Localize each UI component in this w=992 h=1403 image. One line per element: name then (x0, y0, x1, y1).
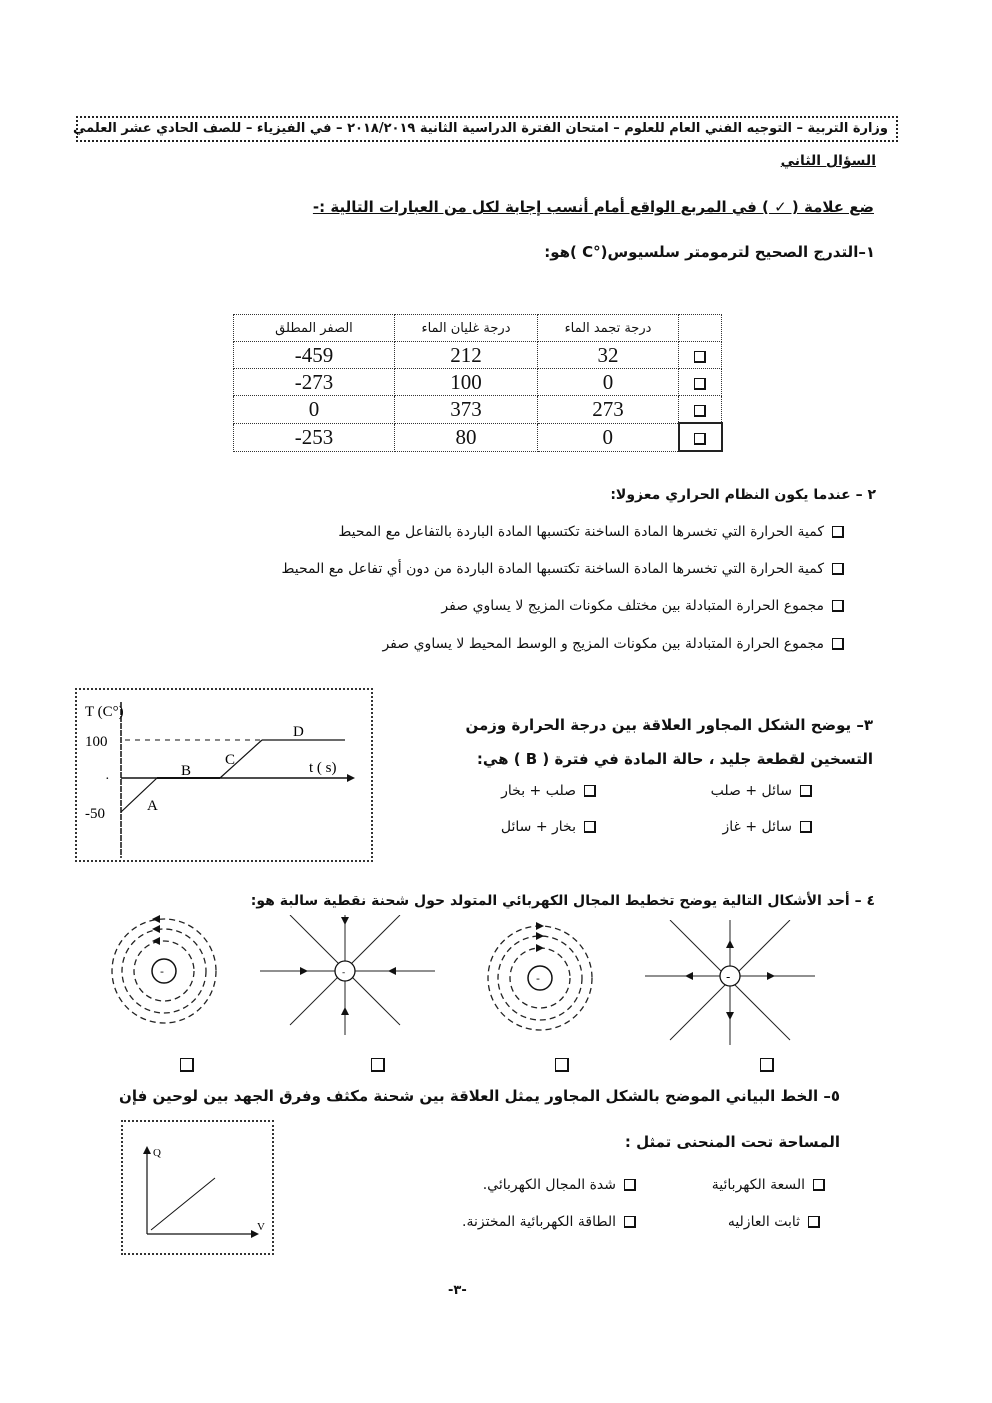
q4-checkbox-2[interactable] (371, 1058, 385, 1072)
q3-option-4[interactable]: بخار + سائل (440, 819, 596, 835)
q2-option-4[interactable]: مجموع الحرارة المتبادلة بين مكونات المزيج و الوسط المحيط لا يساوي صفر (150, 636, 844, 652)
answer-checkbox[interactable] (694, 405, 706, 417)
answer-checkbox[interactable] (584, 821, 596, 833)
q2-option-2[interactable]: كمية الحرارة التي تخسرها المادة الساخنة تكتسبها المادة الباردة من دون أي تفاعل مع المحيط (150, 561, 844, 577)
instructions: ضع علامة ( ✓ ) في المربع الواقع أمام أنسب إجابة لكل من العبارات التالية :- (312, 198, 874, 216)
page-number: -٣- (448, 1283, 467, 1298)
header-checkbox-col (679, 315, 722, 342)
field-figure-concentric-cw (480, 910, 610, 1040)
segment-a-label: A (147, 798, 158, 814)
q2-option-1[interactable]: كمية الحرارة التي تخسرها المادة الساخنة تكتسبها المادة الباردة بالتفاعل مع المحيط (150, 524, 844, 540)
answer-checkbox[interactable] (584, 785, 596, 797)
answer-checkbox[interactable] (624, 1216, 636, 1228)
answer-checkbox[interactable] (624, 1179, 636, 1191)
q5-option-3[interactable]: ثابت العازليه (660, 1214, 820, 1230)
abs-zero-cell: -273 (234, 369, 395, 396)
q3-option-3[interactable]: سائل + غاز (640, 819, 812, 835)
svg-text:-50: -50 (85, 806, 105, 822)
boil-cell: 100 (395, 369, 538, 396)
freeze-cell: 0 (538, 423, 679, 451)
x-axis-label: V (257, 1221, 265, 1233)
freeze-cell: 0 (538, 369, 679, 396)
q5-option-1[interactable]: السعة الكهربائية (660, 1177, 825, 1193)
q5-prompt-line1: ٥– الخط البياني الموضح بالشكل المجاور يمثل العلاقة بين شحنة مكثف وفرق الجهد بين لوحين فإن (119, 1087, 840, 1105)
q1-options-table (233, 314, 723, 452)
x-axis-label: t ( s) (309, 760, 337, 776)
q4-prompt: ٤ – أحد الأشكال التالية يوضح تخطيط المجال الكهربائي المتولد حول شحنة نقطية سالبة هو: (250, 893, 875, 909)
q4-checkbox-1[interactable] (180, 1058, 194, 1072)
svg-text:100: 100 (85, 734, 108, 750)
y-axis-label: T (C°) (85, 704, 124, 720)
q5-option-4[interactable]: الطاقة الكهربائية المختزنة. (390, 1214, 636, 1230)
boil-cell: 373 (395, 396, 538, 424)
q5-charge-voltage-graph (121, 1120, 274, 1255)
table-row (234, 369, 722, 396)
q3-option-2[interactable]: صلب + بخار (440, 783, 596, 799)
answer-checkbox[interactable] (800, 785, 812, 797)
answer-checkbox[interactable] (800, 821, 812, 833)
svg-text:-: - (536, 972, 540, 985)
q3-temperature-time-graph (75, 688, 373, 862)
field-figure-concentric-ccw (100, 915, 220, 1035)
answer-checkbox[interactable] (694, 433, 706, 445)
answer-checkbox[interactable] (694, 351, 706, 363)
segment-c-label: C (225, 752, 236, 768)
answer-checkbox[interactable] (813, 1179, 825, 1191)
q2-option-3[interactable]: مجموع الحرارة المتبادلة بين مختلف مكونات المزيج لا يساوي صفر (150, 598, 844, 614)
svg-text:-: - (342, 968, 346, 978)
answer-checkbox[interactable] (832, 526, 844, 538)
section-title: السؤال الثاني (780, 153, 876, 169)
field-figure-radial-outward (645, 920, 815, 1050)
boil-cell: 212 (395, 342, 538, 369)
table-row (234, 396, 722, 424)
freeze-cell: 273 (538, 396, 679, 424)
abs-zero-cell: -459 (234, 342, 395, 369)
field-figure-radial-inward-left (260, 915, 435, 1045)
answer-checkbox[interactable] (832, 563, 844, 575)
table-row (234, 423, 722, 451)
header-text: وزارة التربية – التوجيه الفني العام للعلوم – امتحان الفترة الدراسية الثانية ٢٠١٨/٢٠١٩ – في الفيزياء – للصف الحادي عشر العلمي (73, 121, 888, 136)
exam-header (73, 116, 898, 142)
answer-checkbox[interactable] (694, 378, 706, 390)
q1-prompt: ١–التدرج الصحيح لترمومتر سلسيوس(°C )هو: (544, 243, 875, 261)
segment-d-label: D (293, 724, 304, 740)
header-freezing-point: درجة تجمد الماء (538, 315, 679, 342)
boil-cell: 80 (395, 423, 538, 451)
answer-checkbox[interactable] (808, 1216, 820, 1228)
q2-prompt: ٢ – عندما يكون النظام الحراري معزولا: (610, 487, 876, 503)
abs-zero-cell: 0 (234, 396, 395, 424)
abs-zero-cell: -253 (234, 423, 395, 451)
q4-checkbox-3[interactable] (555, 1058, 569, 1072)
svg-text:·: · (105, 772, 110, 787)
y-axis-label: Q (153, 1147, 161, 1159)
table-header-row (234, 315, 722, 342)
header-absolute-zero: الصفر المطلق (234, 315, 395, 342)
table-row (234, 342, 722, 369)
heating-curve-svg (77, 690, 371, 860)
svg-text:-: - (726, 970, 731, 984)
answer-checkbox[interactable] (832, 638, 844, 650)
freeze-cell: 32 (538, 342, 679, 369)
q4-checkbox-4[interactable] (760, 1058, 774, 1072)
segment-b-label: B (181, 763, 192, 779)
q3-prompt: ٣– يوضح الشكل المجاور العلاقة بين درجة الحرارة وزمن التسخين لقطعة جليد ، حالة المادة في فترة ( B ) هي: (465, 716, 873, 768)
q5-option-2[interactable]: شدة المجال الكهربائي. (420, 1177, 636, 1193)
header-boiling-point: درجة غليان الماء (395, 315, 538, 342)
svg-text:-: - (160, 965, 164, 978)
answer-checkbox[interactable] (832, 600, 844, 612)
q5-prompt-line2: المساحة تحت المنحنى تمثل : (624, 1133, 840, 1151)
q3-option-1[interactable]: سائل + صلب (640, 783, 812, 799)
